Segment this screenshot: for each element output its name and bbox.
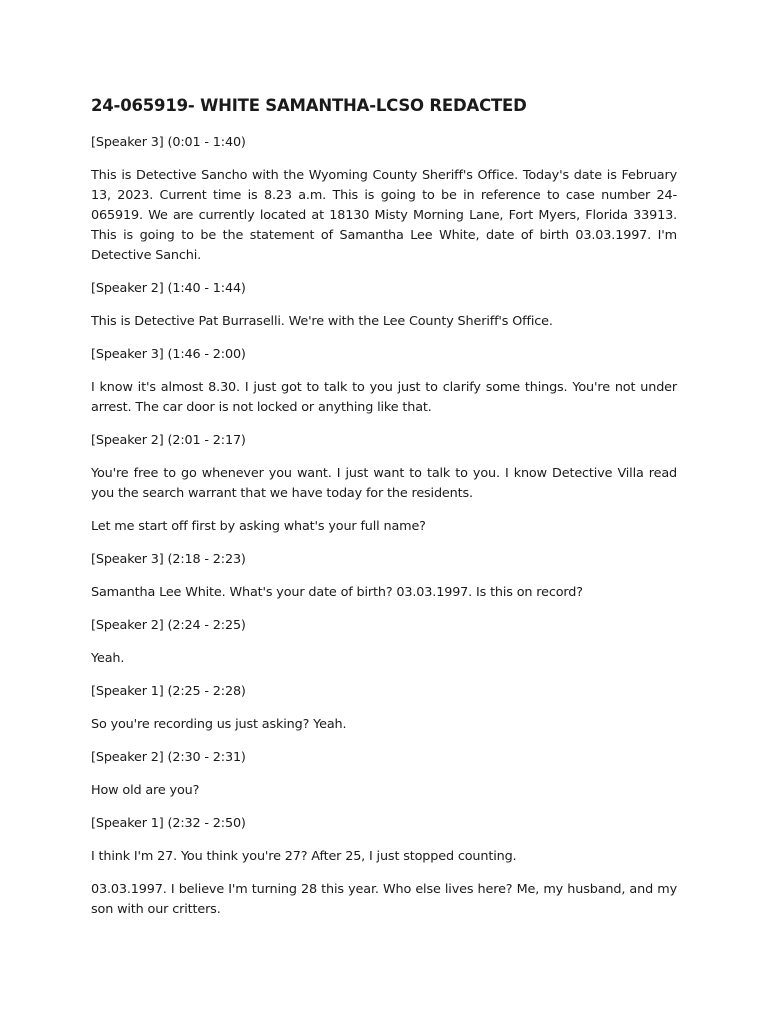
transcript-paragraph: How old are you? [91, 783, 200, 798]
speaker-label: [Speaker 3] (1:46 - 2:00) [91, 347, 246, 362]
speaker-label: [Speaker 3] (2:18 - 2:23) [91, 552, 246, 567]
speaker-label: [Speaker 3] (0:01 - 1:40) [91, 135, 246, 150]
speaker-label: [Speaker 2] (2:30 - 2:31) [91, 750, 246, 765]
speaker-label: [Speaker 2] (2:24 - 2:25) [91, 618, 246, 633]
transcript-paragraph: So you're recording us just asking? Yeah. [91, 717, 347, 732]
document-title: 24-065919- WHITE SAMANTHA-LCSO REDACTED [91, 96, 527, 115]
speaker-label: [Speaker 2] (2:01 - 2:17) [91, 433, 246, 448]
transcript-paragraph: Let me start off first by asking what's your full name? [91, 519, 426, 534]
speaker-label: [Speaker 2] (1:40 - 1:44) [91, 281, 246, 296]
speaker-label: [Speaker 1] (2:32 - 2:50) [91, 816, 246, 831]
speaker-label: [Speaker 1] (2:25 - 2:28) [91, 684, 246, 699]
transcript-paragraph: 03.03.1997. I believe I'm turning 28 this year. Who else lives here? Me, my husband, and my son with our critters. [91, 882, 677, 917]
transcript-paragraph: This is Detective Pat Burraselli. We're with the Lee County Sheriff's Office. [91, 314, 553, 329]
transcript-paragraph: I think I'm 27. You think you're 27? After 25, I just stopped counting. [91, 849, 517, 864]
transcript-paragraph: I know it's almost 8.30. I just got to talk to you just to clarify some things. You're not under arrest. The car door is not locked or anything like that. [91, 380, 677, 415]
transcript-paragraph: This is Detective Sancho with the Wyoming County Sheriff's Office. Today's date is February 13, 2023. Current time is 8.23 a.m. This is going to be in reference to case number 24-065919. We are currently located at 18130 Misty Morning Lane, Fort Myers, Florida 33913. This is going to be the statement of Samantha Lee White, date of birth 03.03.1997. I'm Detective Sanchi. [91, 168, 677, 263]
transcript-paragraph: Yeah. [91, 651, 125, 666]
transcript-paragraph: Samantha Lee White. What's your date of birth? 03.03.1997. Is this on record? [91, 585, 583, 600]
transcript-paragraph: You're free to go whenever you want. I just want to talk to you. I know Detective Villa read you the search warrant that we have today for the residents. [91, 466, 677, 501]
